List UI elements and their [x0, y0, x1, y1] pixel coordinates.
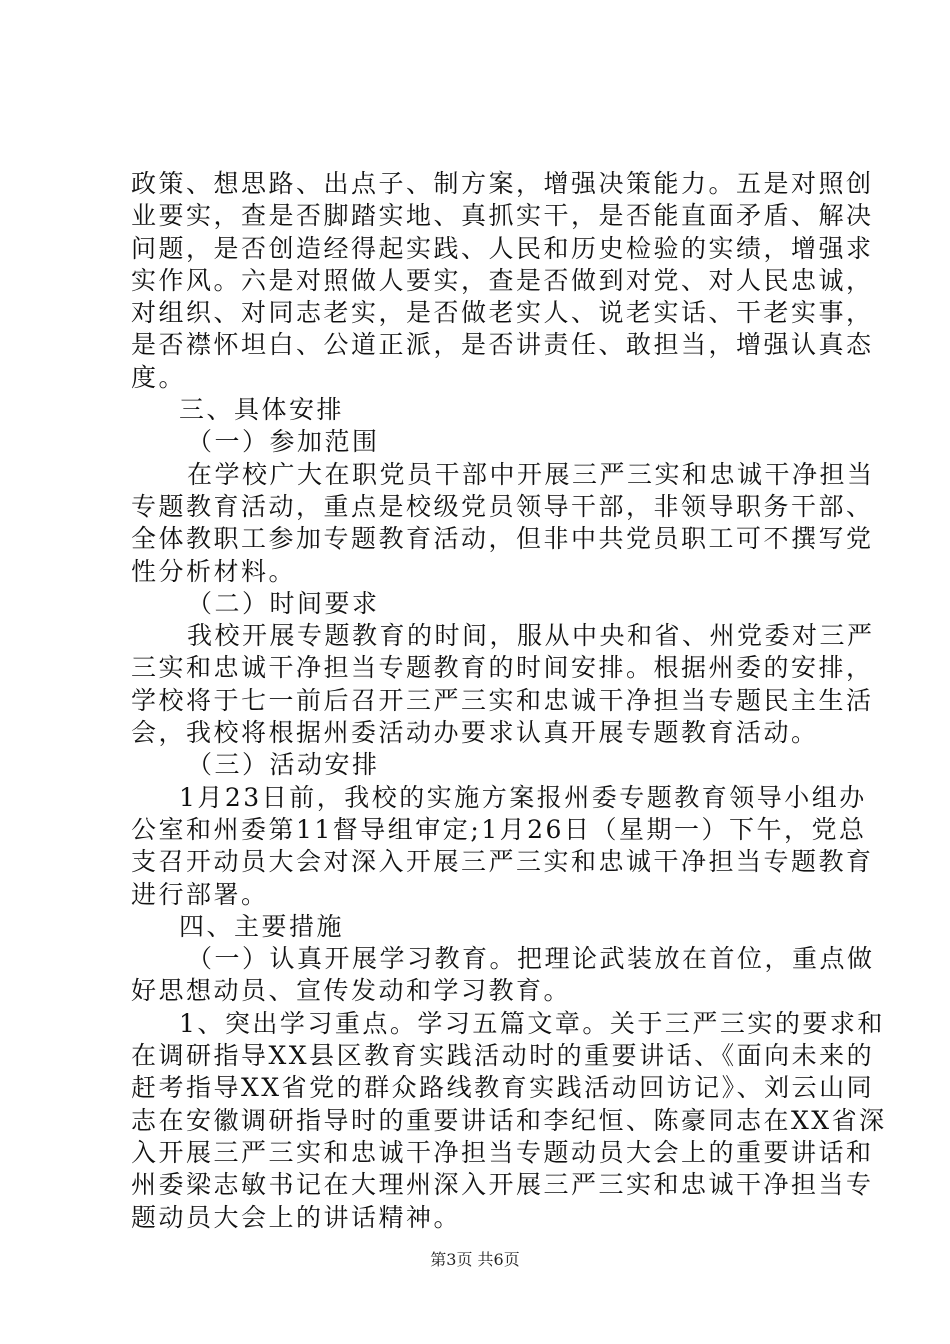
text-line: 1月23日前，我校的实施方案报州委专题教育领导小组办	[179, 782, 867, 812]
text-line: 在学校广大在职党员干部中开展三严三实和忠诚干净担当	[187, 459, 875, 489]
text-line: 学校将于七一前后召开三严三实和忠诚干净担当专题民主生活	[131, 685, 874, 715]
text-line: 进行部署。	[131, 879, 269, 909]
text-line: 在调研指导XX县区教育实践活动时的重要讲话、《面向未来的	[131, 1041, 875, 1071]
text-line: 1、突出学习重点。学习五篇文章。关于三严三实的要求和	[179, 1008, 885, 1038]
page-footer: 第3页 共6页	[430, 1250, 520, 1269]
text-line: 专题教育活动，重点是校级党员领导干部，非领导职务干部、	[131, 491, 874, 521]
text-line: （三）活动安排	[187, 750, 380, 780]
text-line: （二）时间要求	[187, 588, 380, 618]
text-line: 是否襟怀坦白、公道正派，是否讲责任、敢担当，增强认真态	[131, 330, 874, 360]
text-line: 入开展三严三实和忠诚干净担当专题动员大会上的重要讲话和	[131, 1137, 874, 1167]
text-line: 四、主要措施	[179, 911, 345, 941]
text-line: 政策、想思路、出点子、制方案，增强决策能力。五是对照创	[131, 169, 874, 198]
text-line: 志在安徽调研指导时的重要讲话和李纪恒、陈豪同志在XX省深	[131, 1105, 887, 1135]
text-line: 性分析材料。	[131, 556, 297, 586]
text-line: 三、具体安排	[179, 395, 345, 425]
text-line: 赶考指导XX省党的群众路线教育实践活动回访记》、刘云山同	[131, 1073, 875, 1103]
text-line: 全体教职工参加专题教育活动，但非中共党员职工可不撰写党	[131, 524, 874, 554]
text-line: 题动员大会上的讲话精神。	[131, 1202, 462, 1232]
text-line: 三实和忠诚干净担当专题教育的时间安排。根据州委的安排，	[131, 653, 874, 683]
text-line: 对组织、对同志老实，是否做老实人、说老实话、干老实事，	[131, 298, 874, 328]
text-line: 好思想动员、宣传发动和学习教育。	[131, 976, 572, 1006]
text-line: 我校开展专题教育的时间，服从中央和省、州党委对三严	[187, 621, 875, 651]
text-line: 业要实，查是否脚踏实地、真抓实干，是否能直面矛盾、解决	[131, 201, 874, 231]
text-line: 问题，是否创造经得起实践、人民和历史检验的实绩，增强求	[131, 233, 874, 263]
text-line: 度。	[131, 362, 187, 392]
text-line: 支召开动员大会对深入开展三严三实和忠诚干净担当专题教育	[131, 847, 874, 877]
text-line: 州委梁志敏书记在大理州深入开展三严三实和忠诚干净担当专	[131, 1170, 874, 1200]
text-line: （一）参加范围	[187, 427, 380, 457]
text-line: 会，我校将根据州委活动办要求认真开展专题教育活动。	[131, 718, 819, 748]
text-line: 实作风。六是对照做人要实，查是否做到对党、对人民忠诚，	[131, 265, 874, 295]
text-line: 公室和州委第11督导组审定;1月26日（星期一）下午，党总	[131, 814, 867, 844]
document-body	[131, 168, 887, 1234]
text-line: （一）认真开展学习教育。把理论武装放在首位，重点做	[187, 944, 875, 974]
